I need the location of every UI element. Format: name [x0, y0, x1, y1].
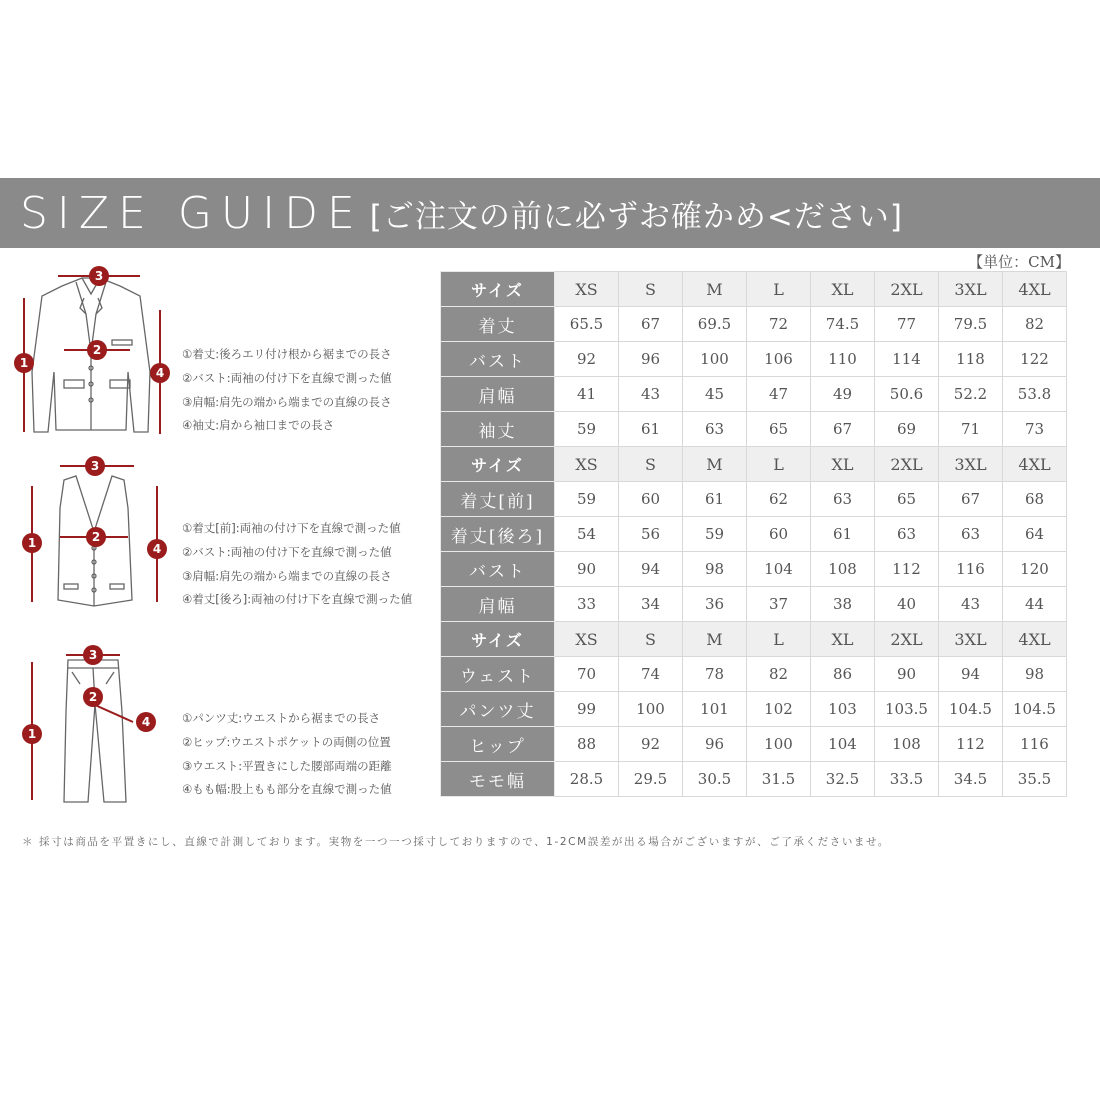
vest-icon	[0, 452, 180, 612]
size-header-cell: M	[683, 622, 747, 657]
measurement-cell: 34.5	[939, 762, 1003, 797]
marker-4: 4	[152, 542, 162, 556]
measurement-cell: 36	[683, 587, 747, 622]
measurement-cell: 99	[555, 692, 619, 727]
measurement-cell: 69.5	[683, 307, 747, 342]
pants-icon	[0, 642, 180, 812]
measurement-cell: 78	[683, 657, 747, 692]
measurement-cell: 29.5	[619, 762, 683, 797]
measurement-cell: 82	[747, 657, 811, 692]
measurement-cell: 71	[939, 412, 1003, 447]
measurement-cell: 65.5	[555, 307, 619, 342]
measurement-cell: 64	[1003, 517, 1067, 552]
measurement-cell: 33.5	[875, 762, 939, 797]
size-header-cell: 4XL	[1003, 447, 1067, 482]
size-header-cell: M	[683, 272, 747, 307]
size-header-cell: 4XL	[1003, 622, 1067, 657]
measurement-cell: 102	[747, 692, 811, 727]
measurement-cell: 50.6	[875, 377, 939, 412]
measurement-cell: 63	[683, 412, 747, 447]
measurement-cell: 53.8	[1003, 377, 1067, 412]
size-header-cell: 3XL	[939, 272, 1003, 307]
banner-title: SIZE GUIDE	[20, 187, 364, 239]
measurement-cell: 60	[619, 482, 683, 517]
size-header-cell: 2XL	[875, 622, 939, 657]
size-header-cell: S	[619, 447, 683, 482]
measurement-cell: 65	[747, 412, 811, 447]
measurement-cell: 32.5	[811, 762, 875, 797]
measurement-cell: 70	[555, 657, 619, 692]
measurement-cell: 108	[875, 727, 939, 762]
measurement-cell: 37	[747, 587, 811, 622]
measurement-cell: 44	[1003, 587, 1067, 622]
measurement-cell: 61	[811, 517, 875, 552]
size-header-cell: XL	[811, 622, 875, 657]
measurement-cell: 54	[555, 517, 619, 552]
pants-desc-3: ③ウエスト:平置きにした腰部両端の距離	[182, 758, 392, 773]
table-row	[441, 657, 1067, 692]
measurement-label: バスト	[441, 342, 555, 377]
table-row	[441, 552, 1067, 587]
size-header-cell: S	[619, 272, 683, 307]
measurement-label: パンツ丈	[441, 692, 555, 727]
title-banner	[0, 178, 1100, 248]
banner-subtitle: [ご注文の前に必ずお確かめ<ださい]	[369, 198, 903, 235]
measurement-cell: 101	[683, 692, 747, 727]
marker-1: 1	[27, 536, 37, 550]
size-header-cell: M	[683, 447, 747, 482]
measurement-label: バスト	[441, 552, 555, 587]
marker-4: 4	[141, 715, 151, 729]
measurement-cell: 74	[619, 657, 683, 692]
measurement-cell: 74.5	[811, 307, 875, 342]
table-row	[441, 692, 1067, 727]
jacket-illustration	[0, 262, 180, 442]
size-header-label: サイズ	[441, 447, 555, 482]
measurement-cell: 59	[683, 517, 747, 552]
size-header-cell: L	[747, 272, 811, 307]
measurement-cell: 43	[939, 587, 1003, 622]
size-header-row	[441, 447, 1067, 482]
measurement-cell: 86	[811, 657, 875, 692]
measurement-cell: 28.5	[555, 762, 619, 797]
table-row	[441, 412, 1067, 447]
measurement-cell: 112	[875, 552, 939, 587]
measurement-cell: 60	[747, 517, 811, 552]
vest-desc-4: ④着丈[後ろ]:両袖の付け下を直線で測った値	[182, 592, 413, 607]
jacket-desc-1: ①着丈:後ろエリ付け根から裾までの長さ	[182, 347, 392, 361]
measurement-label: 肩幅	[441, 587, 555, 622]
measurement-cell: 67	[939, 482, 1003, 517]
measurement-cell: 34	[619, 587, 683, 622]
measurement-cell: 94	[939, 657, 1003, 692]
measurement-cell: 90	[555, 552, 619, 587]
size-header-label: サイズ	[441, 272, 555, 307]
vest-descriptions	[182, 517, 412, 612]
size-header-cell: 2XL	[875, 447, 939, 482]
measurement-cell: 72	[747, 307, 811, 342]
measurement-cell: 59	[555, 412, 619, 447]
marker-4: 4	[155, 366, 165, 380]
measurement-cell: 62	[747, 482, 811, 517]
measurement-cell: 88	[555, 727, 619, 762]
measurement-cell: 65	[875, 482, 939, 517]
measurement-cell: 116	[939, 552, 1003, 587]
measurement-cell: 100	[747, 727, 811, 762]
table-row	[441, 517, 1067, 552]
vest-desc-3: ③肩幅:肩先の端から端までの直線の長さ	[182, 568, 392, 583]
table-row	[441, 342, 1067, 377]
marker-3: 3	[94, 269, 104, 283]
measurement-cell: 79.5	[939, 307, 1003, 342]
measurement-cell: 120	[1003, 552, 1067, 587]
size-header-label: サイズ	[441, 622, 555, 657]
measurement-cell: 67	[619, 307, 683, 342]
measurement-cell: 118	[939, 342, 1003, 377]
measurement-cell: 112	[939, 727, 1003, 762]
measurement-cell: 49	[811, 377, 875, 412]
table-row	[441, 307, 1067, 342]
measurement-cell: 30.5	[683, 762, 747, 797]
measurement-label: モモ幅	[441, 762, 555, 797]
measurement-cell: 110	[811, 342, 875, 377]
measurement-cell: 61	[683, 482, 747, 517]
measurement-cell: 104.5	[939, 692, 1003, 727]
measurement-cell: 69	[875, 412, 939, 447]
size-header-cell: XS	[555, 622, 619, 657]
measurement-cell: 41	[555, 377, 619, 412]
measurement-cell: 100	[683, 342, 747, 377]
measurement-cell: 45	[683, 377, 747, 412]
measurement-cell: 108	[811, 552, 875, 587]
measurement-cell: 96	[683, 727, 747, 762]
size-table	[440, 271, 1067, 797]
pants-desc-4: ④もも幅:股上もも部分を直線で測った値	[182, 782, 392, 797]
table-row	[441, 587, 1067, 622]
jacket-icon	[0, 262, 180, 442]
size-header-cell: XS	[555, 447, 619, 482]
size-header-cell: L	[747, 447, 811, 482]
measurement-cell: 90	[875, 657, 939, 692]
table-row	[441, 727, 1067, 762]
measurement-label: 着丈[前]	[441, 482, 555, 517]
measurement-cell: 40	[875, 587, 939, 622]
measurement-cell: 73	[1003, 412, 1067, 447]
marker-3: 3	[90, 459, 100, 473]
measurement-cell: 92	[555, 342, 619, 377]
marker-1: 1	[27, 727, 37, 741]
measurement-cell: 33	[555, 587, 619, 622]
jacket-desc-2: ②バスト:両袖の付け下を直線で測った値	[182, 370, 392, 385]
table-row	[441, 762, 1067, 797]
measurement-cell: 68	[1003, 482, 1067, 517]
measurement-cell: 59	[555, 482, 619, 517]
size-header-cell: XL	[811, 447, 875, 482]
size-header-cell: XS	[555, 272, 619, 307]
measurement-label: 着丈[後ろ]	[441, 517, 555, 552]
size-header-cell: 4XL	[1003, 272, 1067, 307]
size-header-row	[441, 272, 1067, 307]
pants-desc-1: ①パンツ丈:ウエストから裾までの長さ	[182, 711, 381, 725]
jacket-desc-3: ③肩幅:肩先の端から端までの直線の長さ	[182, 394, 392, 409]
measurement-cell: 56	[619, 517, 683, 552]
measurement-label: 袖丈	[441, 412, 555, 447]
measurement-label: 着丈	[441, 307, 555, 342]
measurement-cell: 52.2	[939, 377, 1003, 412]
vest-desc-2: ②バスト:両袖の付け下を直線で測った値	[182, 544, 392, 559]
measurement-cell: 100	[619, 692, 683, 727]
pants-descriptions	[182, 707, 392, 802]
size-header-row	[441, 622, 1067, 657]
size-header-cell: L	[747, 622, 811, 657]
measurement-cell: 98	[1003, 657, 1067, 692]
jacket-descriptions	[182, 343, 392, 438]
unit-label: 【単位：CM】	[968, 253, 1070, 271]
measurement-cell: 61	[619, 412, 683, 447]
pants-desc-2: ②ヒップ:ウエストポケットの両側の位置	[182, 734, 391, 749]
measurement-cell: 35.5	[1003, 762, 1067, 797]
measurement-cell: 63	[939, 517, 1003, 552]
marker-2: 2	[92, 343, 102, 357]
measurement-cell: 103	[811, 692, 875, 727]
vest-illustration	[0, 452, 180, 612]
measurement-cell: 106	[747, 342, 811, 377]
size-header-cell: XL	[811, 272, 875, 307]
table-row	[441, 377, 1067, 412]
measurement-cell: 98	[683, 552, 747, 587]
measurement-cell: 104.5	[1003, 692, 1067, 727]
footnote: ＊ 採寸は商品を平置きにし、直線で計測しております。実物を一つ一つ採寸しておりますので、1-2CM誤差が出る場合がございますが、ご了承くださいませ。	[22, 836, 890, 848]
measurement-cell: 31.5	[747, 762, 811, 797]
measurement-cell: 94	[619, 552, 683, 587]
measurement-label: ウェスト	[441, 657, 555, 692]
measurement-cell: 103.5	[875, 692, 939, 727]
marker-2: 2	[91, 530, 101, 544]
measurement-cell: 67	[811, 412, 875, 447]
measurement-cell: 116	[1003, 727, 1067, 762]
size-header-cell: 2XL	[875, 272, 939, 307]
measurement-label: 肩幅	[441, 377, 555, 412]
jacket-desc-4: ④袖丈:肩から袖口までの長さ	[182, 418, 335, 433]
measurement-cell: 47	[747, 377, 811, 412]
size-header-cell: 3XL	[939, 622, 1003, 657]
measurement-cell: 82	[1003, 307, 1067, 342]
size-header-cell: S	[619, 622, 683, 657]
measurement-cell: 104	[811, 727, 875, 762]
pants-illustration	[0, 642, 180, 812]
measurement-cell: 63	[811, 482, 875, 517]
measurement-cell: 63	[875, 517, 939, 552]
measurement-cell: 77	[875, 307, 939, 342]
measurement-cell: 114	[875, 342, 939, 377]
measurement-cell: 38	[811, 587, 875, 622]
measurement-cell: 122	[1003, 342, 1067, 377]
measurement-label: ヒップ	[441, 727, 555, 762]
measurement-cell: 104	[747, 552, 811, 587]
measurement-cell: 96	[619, 342, 683, 377]
marker-3: 3	[88, 648, 98, 662]
marker-2: 2	[88, 690, 98, 704]
measurement-cell: 43	[619, 377, 683, 412]
marker-1: 1	[19, 356, 29, 370]
measurement-cell: 92	[619, 727, 683, 762]
size-header-cell: 3XL	[939, 447, 1003, 482]
vest-desc-1: ①着丈[前]:両袖の付け下を直線で測った値	[182, 521, 401, 535]
table-row	[441, 482, 1067, 517]
